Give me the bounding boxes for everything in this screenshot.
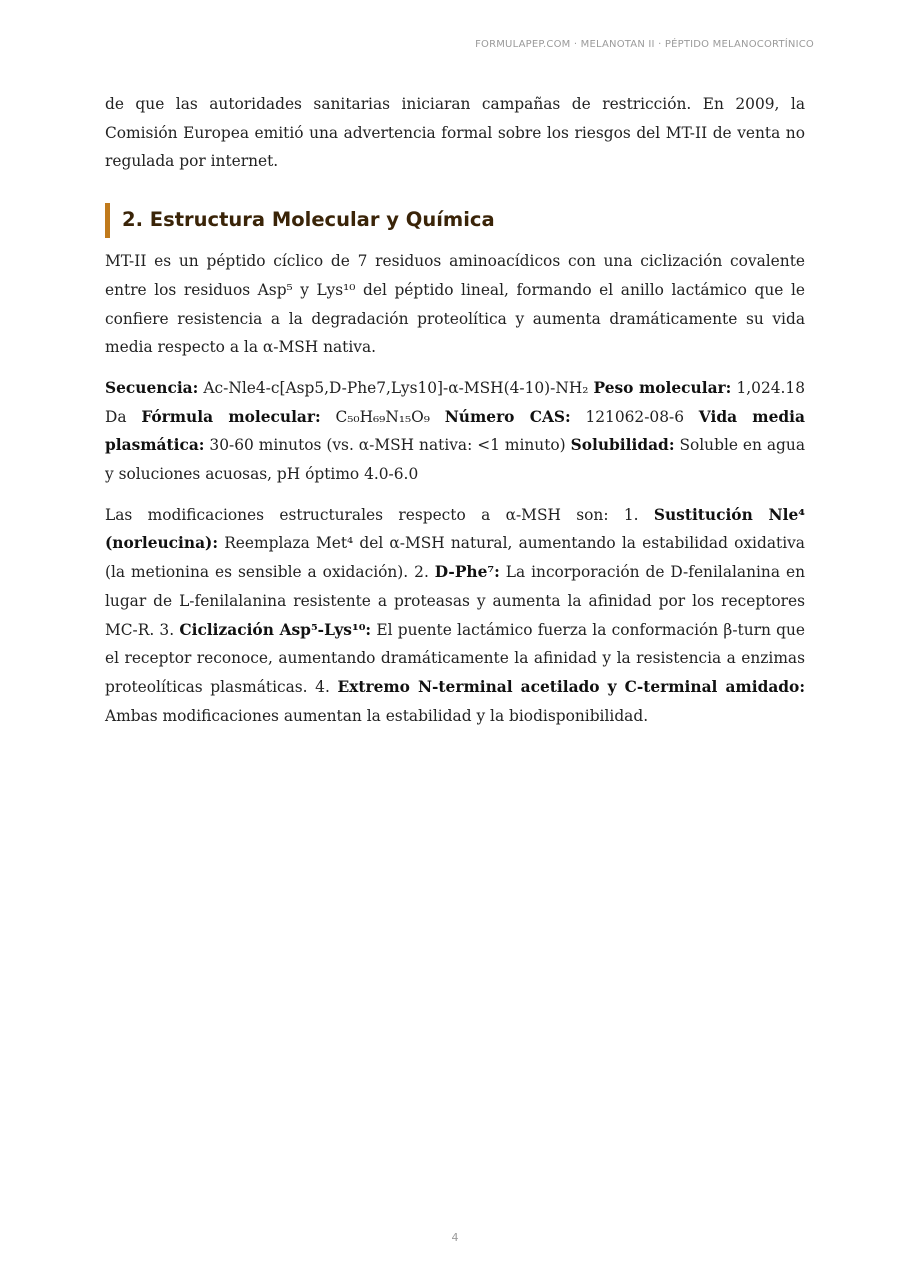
spacer — [105, 176, 805, 203]
modifications-intro: Las modificaciones estructurales respecto a α-MSH son: 1. — [105, 505, 654, 524]
page-content — [105, 90, 805, 730]
cas-label: Número CAS: — [444, 407, 571, 426]
modification-2-label: D-Phe⁷: — [434, 563, 500, 582]
running-header: FORMULAPEP.COM · MELANOTAN II · PÉPTIDO MELANOCORTÍNICO — [475, 39, 814, 50]
heading-accent-bar — [105, 203, 110, 238]
formula-label: Fórmula molecular: — [141, 407, 321, 426]
modification-1-label: Sustitución Nle⁴ (norleucina): — [105, 505, 806, 553]
modification-2-text: La incorporación de D-fenilalanina en lugar de L-fenilalanina resistente a proteasas y aumenta la afinidad por los receptores MC-R. 3. — [105, 563, 805, 639]
sequence-value: Ac-Nle4-c[Asp5,D-Phe7,Lys10]-α-MSH(4-10)-NH₂ — [198, 378, 594, 397]
properties-paragraph — [105, 374, 805, 489]
weight-value: 1,024.18 Da — [105, 378, 806, 426]
solubility-label: Solubilidad: — [570, 436, 675, 455]
page-number: 4 — [451, 1231, 459, 1244]
modifications-paragraph — [105, 501, 805, 731]
structure-paragraph: MT-II es un péptido cíclico de 7 residuos aminoacídicos con una ciclización covalente entre los residuos Asp⁵ y Lys¹⁰ del péptido lineal, formando el anillo lactámico que le confiere resistencia a la degradación proteolítica y aumenta dramáticamente su vida media respecto a la α-MSH nativa. — [105, 252, 805, 357]
modification-3-text: El puente lactámico fuerza la conformación β-turn que el receptor reconoce, aumentando dramáticamente la afinidad y la resistencia a enzimas proteolíticas plasmáticas. 4. — [105, 620, 805, 696]
modification-1-text: Reemplaza Met⁴ del α-MSH natural, aumentando la estabilidad oxidativa (la metionina es sensible a oxidación). 2. — [105, 534, 805, 582]
intro-paragraph: de que las autoridades sanitarias iniciaran campañas de restricción. En 2009, la Comisión Europea emitió una advertencia formal sobre los riesgos del MT-II de venta no regulada por internet. — [105, 95, 805, 171]
halflife-value: 30-60 minutos (vs. α-MSH nativa: <1 minuto) — [204, 436, 571, 455]
section-heading — [105, 203, 805, 237]
solubility-value: Soluble en agua y soluciones acuosas, pH óptimo 4.0-6.0 — [105, 436, 805, 484]
halflife-label: Vida media plasmática: — [105, 407, 805, 455]
modification-3-label: Ciclización Asp⁵-Lys¹⁰: — [179, 620, 372, 639]
formula-value: C₅₀H₆₉N₁₅O₉ — [320, 407, 445, 426]
weight-label: Peso molecular: — [593, 378, 732, 397]
sequence-label: Secuencia: — [105, 378, 199, 397]
cas-value: 121062-08-6 — [570, 407, 699, 426]
section-heading-text: 2. Estructura Molecular y Química — [122, 208, 495, 232]
modification-4-label: Extremo N-terminal acetilado y C-terminal amidado: — [337, 677, 806, 696]
modification-4-text: Ambas modificaciones aumentan la estabilidad y la biodisponibilidad. — [105, 706, 649, 725]
